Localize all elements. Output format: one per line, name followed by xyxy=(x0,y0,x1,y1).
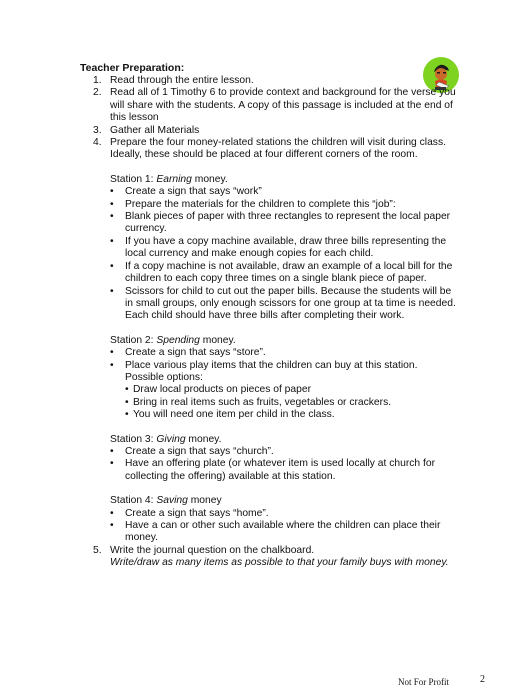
list-item: • Place various play items that the children can buy at this station. Possible options: • Draw local products on pieces of paper • Bring in real items such as fruits, vegetables or crackers. • You will need one item per child in the class. xyxy=(80,360,458,422)
station-items xyxy=(80,446,458,483)
list-item: • Create a sign that says “church”. xyxy=(110,445,274,457)
step-number: 5. xyxy=(93,544,102,556)
station-items xyxy=(80,347,458,421)
station-earning xyxy=(80,174,458,323)
lesson-content xyxy=(80,75,458,570)
section-heading: Teacher Preparation: xyxy=(80,62,185,74)
bullet: • xyxy=(110,507,114,519)
bullet: • xyxy=(110,458,114,470)
step-item xyxy=(80,137,458,162)
list-item: • Create a sign that says “home”. xyxy=(110,507,269,519)
station-giving xyxy=(80,434,458,484)
list-item: • Scissors for child to cut out the paper bills. Because the students will be in small groups, only enough scissors for one group at ta time is needed. Each child should have three bills after completing their work. xyxy=(110,285,456,322)
list-item: • Have an offering plate (or whatever item is used locally at church for collecting the offering) available at this station. xyxy=(110,458,436,482)
step-item xyxy=(80,125,458,137)
bullet: • xyxy=(110,445,114,457)
step-text: Write the journal question on the chalkboard. xyxy=(110,544,315,556)
bullet: • xyxy=(110,211,114,223)
final-step xyxy=(80,545,458,570)
preparation-steps xyxy=(80,75,458,162)
list-item: • If a copy machine is not available, draw an example of a local bill for the children to each copy three times on a single blank piece of paper. xyxy=(110,260,453,285)
step-item xyxy=(80,87,458,124)
list-item: • Prepare the materials for the children to complete this “job”: xyxy=(110,198,396,210)
station-title: Station 2: Spending money. xyxy=(110,334,236,346)
bullet: • xyxy=(110,520,114,531)
station-items xyxy=(80,186,458,322)
step-number: 4. xyxy=(93,137,102,149)
bullet: • xyxy=(125,384,129,396)
list-item: • Create a sign that says “work” xyxy=(110,186,262,198)
station-title: Station 3: Giving money. xyxy=(110,433,222,445)
step-text: Prepare the four money-related stations the children will visit during class. Ideally, these should be placed at four different corners of the room. xyxy=(110,137,446,161)
bullet: • xyxy=(110,260,114,272)
bullet: • xyxy=(125,396,129,408)
bullet: • xyxy=(125,409,129,421)
station-title: Station 1: Earning money. xyxy=(110,173,228,185)
bullet: • xyxy=(110,359,114,371)
options-list xyxy=(125,384,458,421)
bullet: • xyxy=(110,186,114,198)
step-number: 2. xyxy=(93,87,102,99)
bullet: • xyxy=(110,285,114,297)
list-item: • Have a can or other such available where the children can place their money. xyxy=(110,520,441,544)
bullet: • xyxy=(110,198,114,210)
step-text: Gather all Materials xyxy=(110,124,200,136)
station-saving xyxy=(80,495,458,545)
station-title: Station 4: Saving money xyxy=(110,495,222,507)
list-item: • Create a sign that says “store”. xyxy=(110,347,266,359)
sub-item: • Draw local products on pieces of paper xyxy=(125,384,312,396)
step-number: 3. xyxy=(93,124,102,136)
bullet: • xyxy=(110,347,114,359)
step-text: Read all of 1 Timothy 6 to provide context and background for the verse you will share with the students. A copy of this passage is included at the end of this lesson xyxy=(110,87,456,124)
step-item xyxy=(80,545,458,570)
step-text: Read through the entire lesson. xyxy=(110,75,254,86)
step-item xyxy=(80,75,458,87)
sub-item: • You will need one item per child in the class. xyxy=(125,409,335,421)
list-item: • Blank pieces of paper with three rectangles to represent the local paper currency. xyxy=(110,211,451,235)
station-spending xyxy=(80,335,458,422)
journal-question: Write/draw as many items as possible to that your family buys with money. xyxy=(110,557,449,569)
list-item: • If you have a copy machine available, draw three bills representing the local currency and make enough copies for each child. xyxy=(110,235,447,260)
step-number: 1. xyxy=(93,75,102,86)
page-number: 2 xyxy=(480,674,485,685)
station-items xyxy=(80,508,458,545)
footer-not-for-profit: Not For Profit xyxy=(398,677,450,687)
sub-item: • Bring in real items such as fruits, vegetables or crackers. xyxy=(125,396,392,408)
bullet: • xyxy=(110,235,114,247)
